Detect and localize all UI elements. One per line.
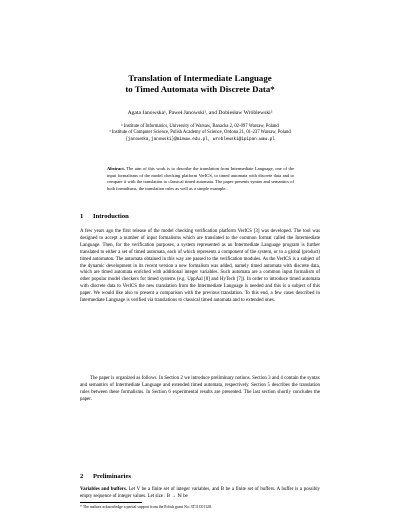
affiliation-2: ² Institute of Computer Science, Polish Academy of Science, Ordona 21, 01-237 Warsaw, Poland: [109, 130, 291, 135]
footnote: * The authors acknowledge a partial support from the Polish grant No. 3T11C01128.: [80, 505, 212, 509]
introduction-paragraph-1: A few years ago the first release of the model checking verification platform VerICS [3] was developed. The tool was designed to accept a number of input formalisms which are translated to the common format called the Intermediate Language. Then, for the verification purposes, a system represented as an Intermediate Language program is further translated to either a set of timed automata, each of which represents a component of the system, or to a global (product) timed automaton. The automata obtained in this way are passed to the verification modules. As the VerICS is a subject of the dynamic development in its recent version a new formalism was added, namely timed automata with discrete data, which are timed automata enriched with additional integer variables. Such automata are a common input formalism of other popular model checkers for timed systems (e.g. UppAal [8] and HyTech [7]). In order to introduce timed automata with discrete data to VerICS the new translation from the Intermediate Language is needed and this is a subject of this paper. We would like also to present a comparison with the previous translation. To this end, a few cases described in Intermediate Language is verified via translations to classical timed automata and to extended ones.: [80, 229, 320, 304]
footnote-rule: [80, 502, 142, 503]
section-title: Preliminaries: [93, 473, 131, 480]
abstract: [107, 166, 294, 192]
author-list: Agata Janowska¹, Paweł Janowski¹, and Dobiesław Wróblewski²: [127, 110, 273, 116]
section-number: 2: [80, 473, 84, 480]
paragraph-runin-heading: Variables and buffers.: [80, 487, 127, 492]
abstract-label: Abstract.: [107, 166, 125, 171]
section-number: 1: [80, 213, 84, 220]
preliminaries-paragraph: [80, 487, 320, 501]
paragraph-text: Let V be a finite set of integer variables, and B be a finite set of buffers. A buffer is a possibly empty sequence of integer values. Let size : B → ℕ be: [80, 487, 320, 499]
paper-title-line-1: Translation of Intermediate Language: [128, 73, 272, 83]
author-emails: {janowska,janowski}@mimuw.edu.pl, wroblewski@ipipan.waw.pl: [125, 137, 275, 142]
affiliation-1: ¹ Institute of Informatics, University of Warsaw, Banacha 2, 02-097 Warsaw, Poland: [121, 124, 279, 129]
section-title: Introduction: [93, 213, 129, 220]
section-heading-preliminaries: [80, 473, 131, 481]
abstract-text: The aim of this work is to describe the translation from Intermediate Language, one of the input formalisms of the model checking platform VerICS, to timed automata with discrete data and to compare it with the translation to classical timed automata. The paper presents syntax and semantics of both formalisms, the translation rules as well as a simple example.: [107, 166, 294, 191]
paper-title-line-2: to Timed Automata with Discrete Data*: [125, 84, 275, 94]
section-heading-introduction: [80, 213, 129, 221]
introduction-paragraph-2: The paper is organized as follows. In Section 2 we introduce preliminary notions. Section 3 and 4 contain the syntax and semantics of Intermediate Language and extended timed automata, respectively. Section 5 describes the translation rules between these formalisms. In Section 6 experimental results are presented. The last section shortly concludes the paper.: [80, 376, 320, 402]
